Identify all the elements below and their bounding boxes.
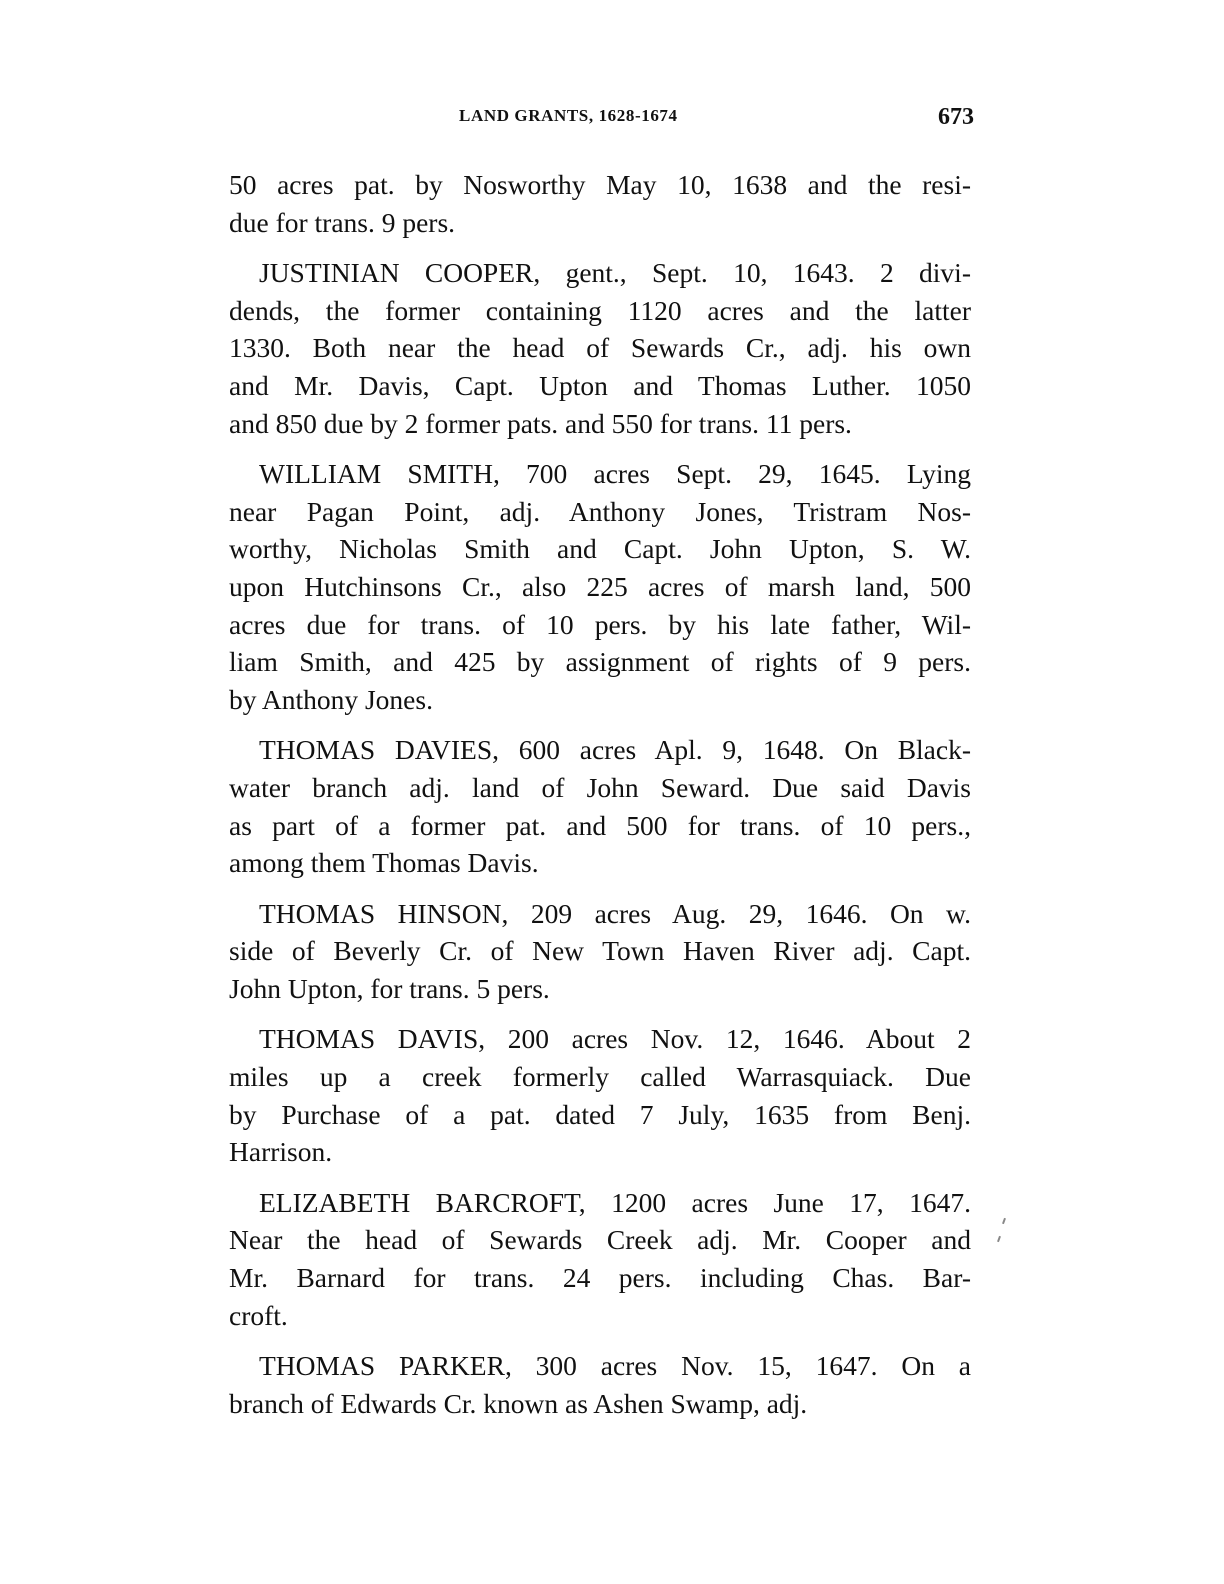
grant-entry — [229, 731, 971, 881]
text-line: croft. — [229, 1299, 288, 1331]
paragraph-continuation — [229, 166, 971, 241]
text-line: among them Thomas Davis. — [229, 847, 539, 879]
entry-first-line: JUSTINIAN COOPER, gent., Sept. 10, 1643. 2 divi- — [259, 257, 971, 289]
entry-first-line: WILLIAM SMITH, 700 acres Sept. 29, 1645. Lying — [259, 458, 971, 490]
text-line: John Upton, for trans. 5 pers. — [229, 972, 550, 1004]
text-line: near Pagan Point, adj. Anthony Jones, Tristram Nos- — [229, 495, 971, 527]
text-line: liam Smith, and 425 by assignment of rights of 9 pers. — [229, 646, 971, 678]
entry-first-line: THOMAS PARKER, 300 acres Nov. 15, 1647. On a — [259, 1350, 971, 1382]
running-head — [229, 104, 974, 134]
grant-entry — [229, 1347, 971, 1422]
scan-speck — [997, 1236, 1001, 1242]
text-line: due for trans. 9 pers. — [229, 206, 456, 238]
text-line: and Mr. Davis, Capt. Upton and Thomas Luther. 1050 — [229, 369, 971, 401]
text-line: Mr. Barnard for trans. 24 pers. including Chas. Bar- — [229, 1262, 971, 1294]
grant-entry — [229, 1184, 971, 1334]
entry-first-line: ELIZABETH BARCROFT, 1200 acres June 17, 1647. — [259, 1186, 971, 1218]
body-text — [229, 166, 971, 1435]
text-line: acres due for trans. of 10 pers. by his late father, Wil- — [229, 608, 971, 640]
grant-entry — [229, 455, 971, 718]
entry-first-line: THOMAS DAVIES, 600 acres Apl. 9, 1648. On Black- — [259, 734, 971, 766]
grant-entry — [229, 895, 971, 1008]
text-line: upon Hutchinsons Cr., also 225 acres of marsh land, 500 — [229, 570, 971, 602]
text-line: worthy, Nicholas Smith and Capt. John Upton, S. W. — [229, 533, 971, 565]
text-line: water branch adj. land of John Seward. Due said Davis — [229, 771, 971, 803]
entry-first-line: THOMAS HINSON, 209 acres Aug. 29, 1646. On w. — [259, 897, 971, 929]
text-line: as part of a former pat. and 500 for trans. of 10 pers., — [229, 809, 971, 841]
text-line: Harrison. — [229, 1136, 333, 1168]
text-line: by Purchase of a pat. dated 7 July, 1635 from Benj. — [229, 1098, 971, 1130]
running-title: LAND GRANTS, 1628-1674 — [459, 106, 678, 125]
entry-first-line: THOMAS DAVIS, 200 acres Nov. 12, 1646. About 2 — [259, 1023, 971, 1055]
scan-speck — [1002, 1218, 1006, 1224]
text-line: 1330. Both near the head of Sewards Cr., adj. his own — [229, 332, 971, 364]
grant-entry — [229, 254, 971, 442]
page-number: 673 — [938, 104, 974, 130]
text-line: and 850 due by 2 former pats. and 550 for trans. 11 pers. — [229, 407, 852, 439]
text-line: dends, the former containing 1120 acres and the latter — [229, 294, 971, 326]
text-line: Near the head of Sewards Creek adj. Mr. Cooper and — [229, 1224, 971, 1256]
text-line: 50 acres pat. by Nosworthy May 10, 1638 and the resi- — [229, 169, 971, 200]
text-line: miles up a creek formerly called Warrasquiack. Due — [229, 1061, 971, 1093]
grant-entry — [229, 1020, 971, 1170]
text-line: branch of Edwards Cr. known as Ashen Swamp, adj. — [229, 1387, 808, 1419]
text-line: side of Beverly Cr. of New Town Haven River adj. Capt. — [229, 935, 971, 967]
text-line: by Anthony Jones. — [229, 683, 433, 715]
